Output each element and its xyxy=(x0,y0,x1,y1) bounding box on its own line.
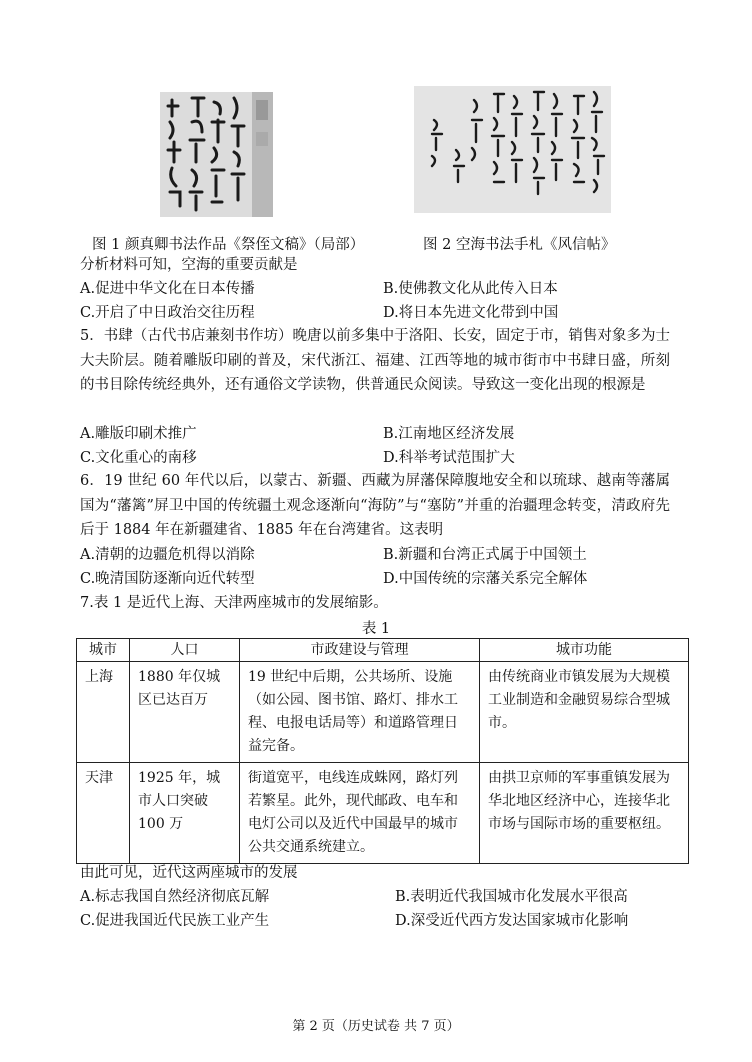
q7-option-b[interactable]: B.表明近代我国城市化发展水平很高 xyxy=(395,889,628,905)
q5-option-d[interactable]: D.科举考试范围扩大 xyxy=(383,450,515,466)
q5-option-b[interactable]: B.江南地区经济发展 xyxy=(383,426,515,442)
calligraphy-image-1 xyxy=(160,92,273,217)
figure-2-caption: 图 2 空海书法手札《风信帖》 xyxy=(423,237,616,253)
table-cell: 1925 年，城市人口突破 100 万 xyxy=(130,763,240,864)
table-cell: 由传统商业市镇发展为大规模工业制造和金融贸易综合型城市。 xyxy=(480,662,689,763)
table-header-city: 城市 xyxy=(77,639,130,662)
q7-option-a[interactable]: A.标志我国自然经济彻底瓦解 xyxy=(80,889,270,905)
q4-option-c[interactable]: C.开启了中日政治交往历程 xyxy=(80,305,255,321)
q6-option-a[interactable]: A.清朝的边疆危机得以消除 xyxy=(80,547,255,563)
q4-option-d[interactable]: D.将日本先进文化带到中国 xyxy=(383,305,559,321)
q5-stem: 5．书肆（古代书店兼刻书作坊）晚唐以前多集中于洛阳、长安，固定于市，销售对象多为士大夫阶层。随着雕版印刷的普及，宋代浙江、福建、江西等地的城市街市中书肆日盛，所刻的书目除传统经典外，还有通俗文学读物，供普通民众阅读。导致这一变化出现的根源是 xyxy=(80,328,670,393)
q6-option-c[interactable]: C.晚清国防逐渐向近代转型 xyxy=(80,571,255,587)
q4-prompt: 分析材料可知，空海的重要贡献是 xyxy=(80,257,298,273)
q5-option-c[interactable]: C.文化重心的南移 xyxy=(80,450,197,466)
q6-stem: 6．19 世纪 60 年代以后，以蒙古、新疆、西藏为屏藩保障腹地安全和以琉球、越南等藩属国为“藩篱”屏卫中国的传统疆土观念逐渐向“海防”与“塞防”并重的治疆理念转变，清政府先后于 1884 年在新疆建省、1885 年在台湾建省。这表明 xyxy=(80,473,670,538)
table-row xyxy=(77,662,689,763)
q5-option-a[interactable]: A.雕版印刷术推广 xyxy=(80,426,197,442)
q7-option-d[interactable]: D.深受近代西方发达国家城市化影响 xyxy=(395,913,629,929)
q4-option-a[interactable]: A.促进中华文化在日本传播 xyxy=(80,281,255,297)
figure-1-caption: 图 1 颜真卿书法作品《祭侄文稿》（局部） xyxy=(92,237,365,253)
table-cell: 1880 年仅城区已达百万 xyxy=(130,662,240,763)
q6-option-d[interactable]: D.中国传统的宗藩关系完全解体 xyxy=(383,571,588,587)
q6-option-b[interactable]: B.新疆和台湾正式属于中国领土 xyxy=(383,547,587,563)
calligraphy-image-2 xyxy=(414,86,611,213)
q7-option-c[interactable]: C.促进我国近代民族工业产生 xyxy=(80,913,270,929)
city-development-table xyxy=(76,638,689,864)
table-cell: 街道宽平，电线连成蛛网，路灯列若繁星。此外，现代邮政、电车和电灯公司以及近代中国最早的城市公共交通系统建立。 xyxy=(240,763,480,864)
q4-option-b[interactable]: B.使佛教文化从此传入日本 xyxy=(383,281,558,297)
table-header-population: 人口 xyxy=(130,639,240,662)
q7-stem: 7.表 1 是近代上海、天津两座城市的发展缩影。 xyxy=(80,595,388,611)
table-title: 表 1 xyxy=(361,621,391,637)
table-cell: 上海 xyxy=(77,662,130,763)
table-header-municipal: 市政建设与管理 xyxy=(240,639,480,662)
table-row xyxy=(77,763,689,864)
page-footer: 第 2 页（历史试卷 共 7 页） xyxy=(292,1019,460,1034)
q7-prompt: 由此可见，近代这两座城市的发展 xyxy=(80,865,298,881)
table-header-row xyxy=(77,639,689,662)
table-cell: 由拱卫京师的军事重镇发展为华北地区经济中心，连接华北市场与国际市场的重要枢纽。 xyxy=(480,763,689,864)
table-header-function: 城市功能 xyxy=(480,639,689,662)
table-cell: 天津 xyxy=(77,763,130,864)
table-cell: 19 世纪中后期，公共场所、设施（如公园、图书馆、路灯、排水工程、电报电话局等）和道路管理日益完备。 xyxy=(240,662,480,763)
